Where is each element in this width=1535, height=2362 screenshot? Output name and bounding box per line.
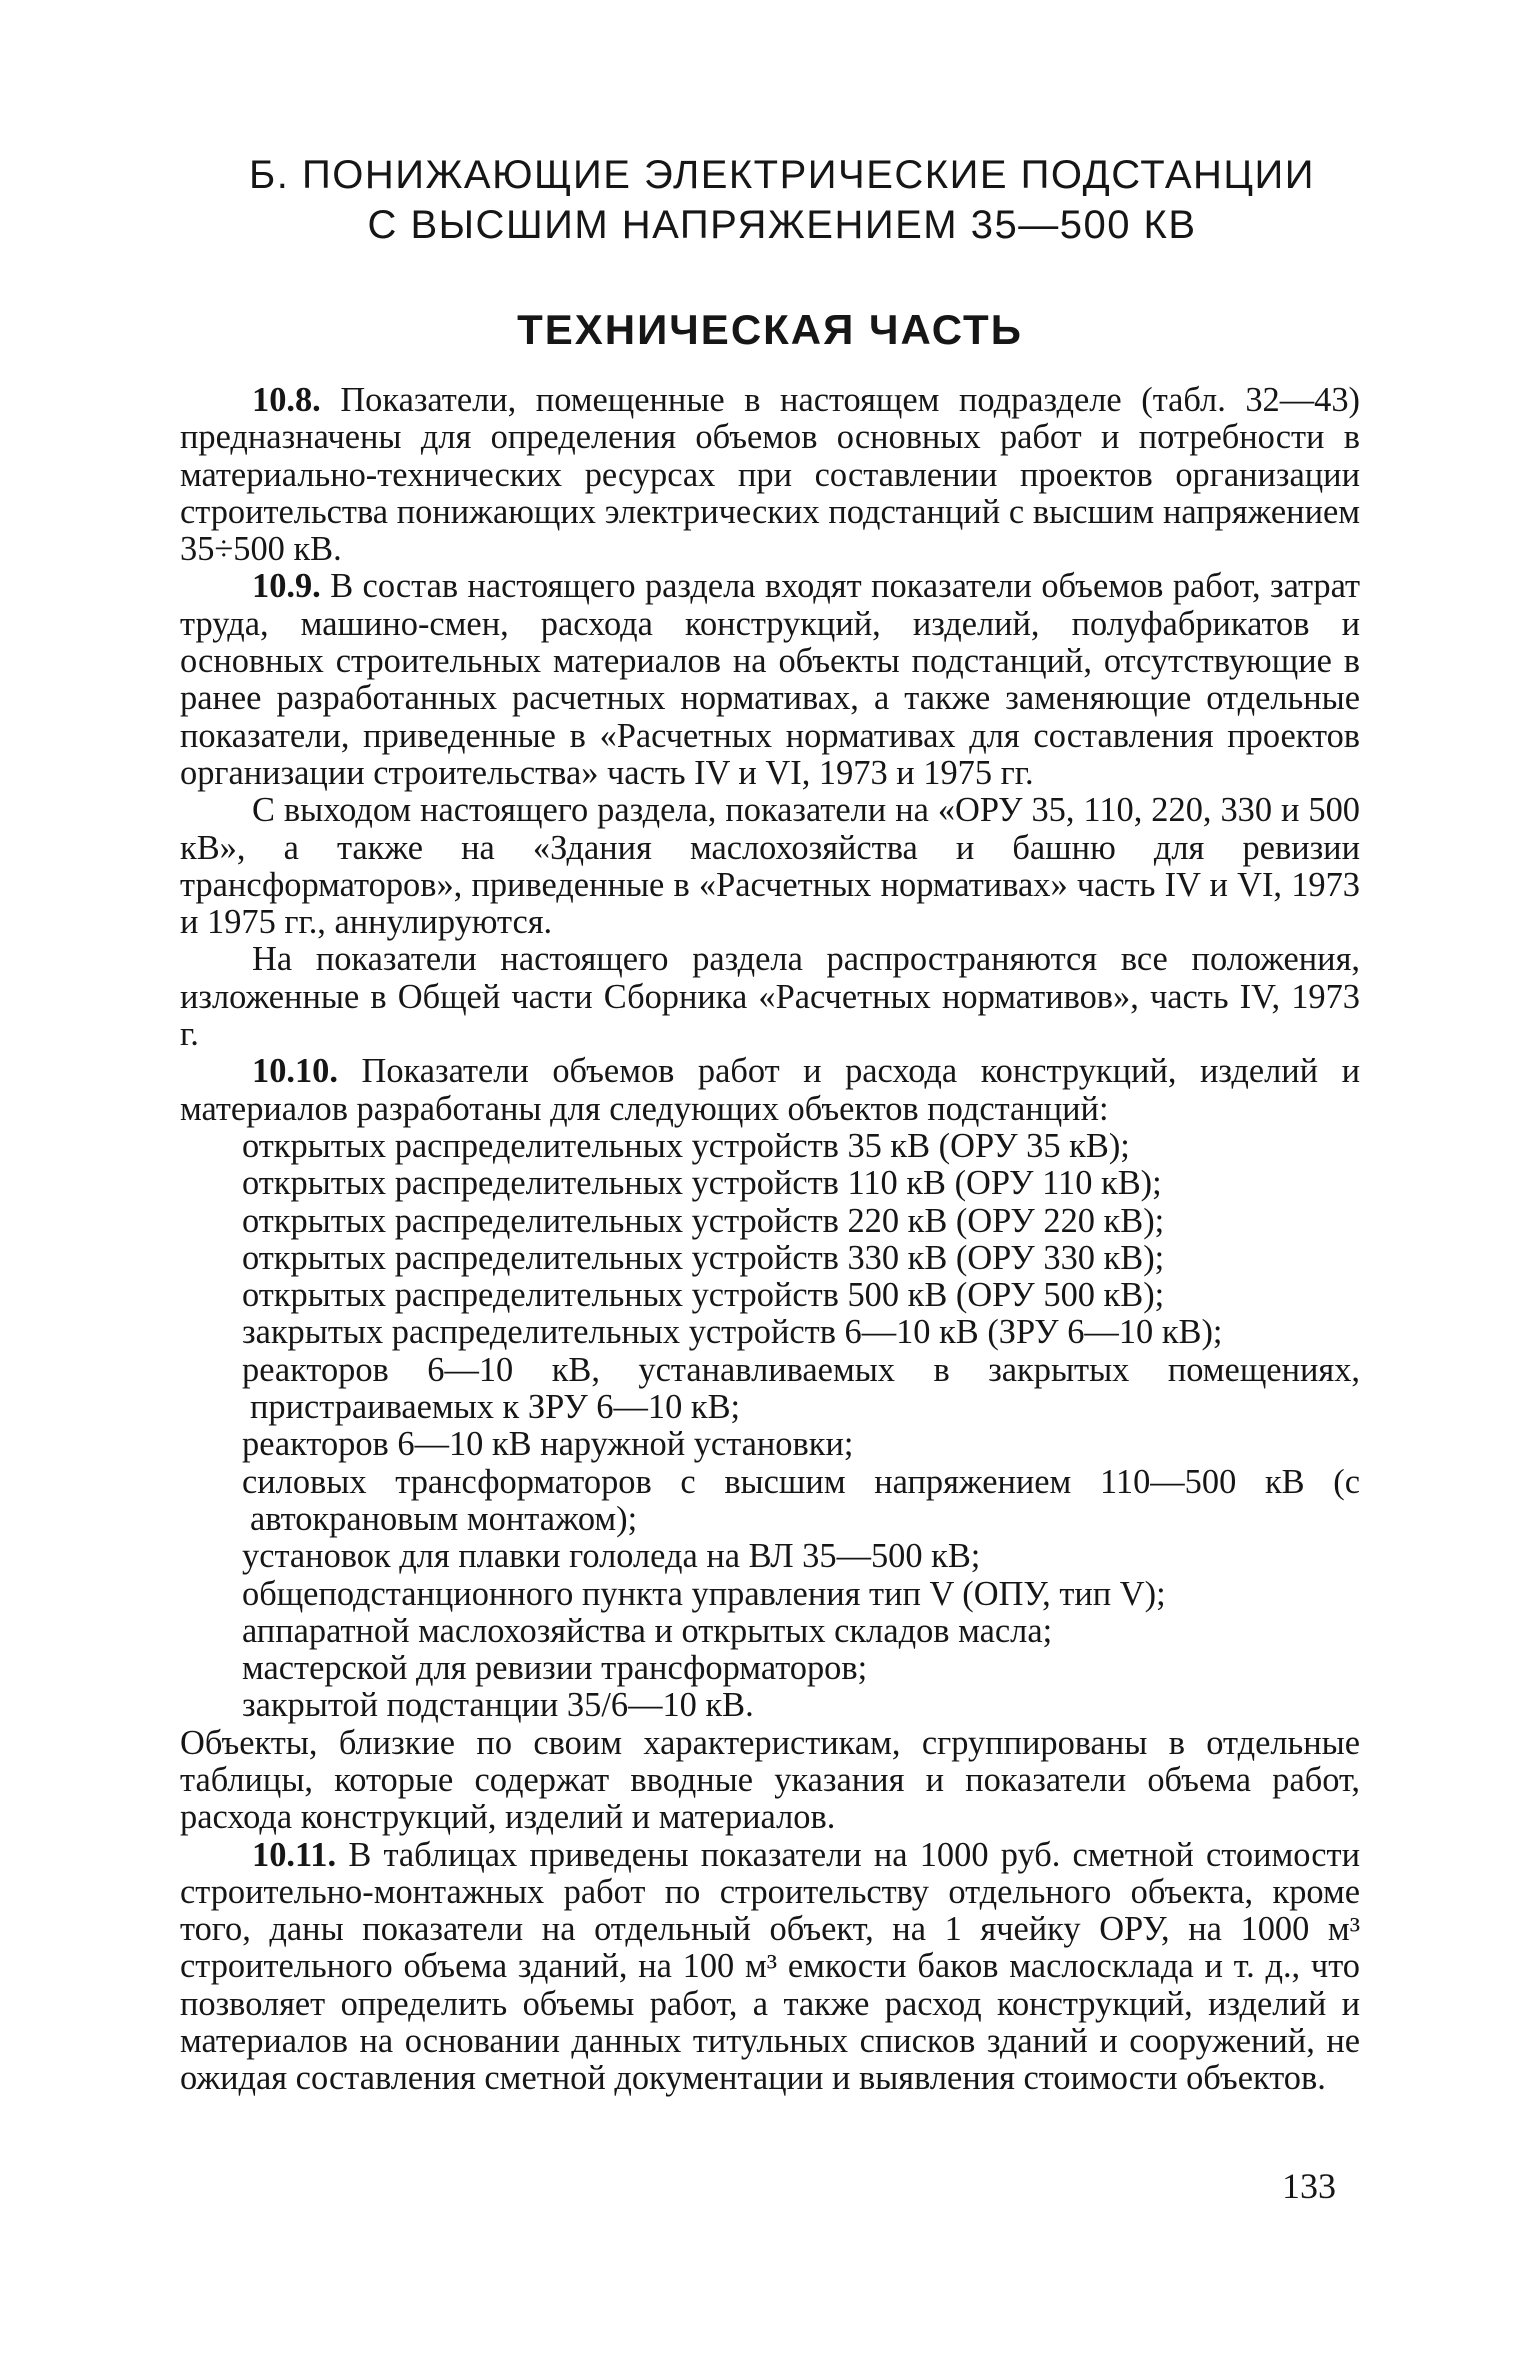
document-page — [180, 150, 1360, 2098]
paragraph-10-9 — [180, 568, 1360, 792]
paragraph-number: 10.8. — [252, 381, 321, 419]
paragraph-number: 10.10. — [252, 1052, 338, 1091]
list-item: закрытой подстанции 35/6—10 кВ. — [242, 1686, 754, 1725]
list-item: аппаратной маслохозяйства и открытых складов масла; — [242, 1611, 1053, 1650]
list-item: открытых распределительных устройств 500 кВ (ОРУ 500 кВ); — [242, 1276, 1165, 1315]
section-title-line-1: Б. ПОНИЖАЮЩИЕ ЭЛЕКТРИЧЕСКИЕ ПОДСТАНЦИИ — [248, 153, 1316, 197]
list-item: открытых распределительных устройств 330 кВ (ОРУ 330 кВ); — [242, 1238, 1165, 1277]
section-title — [204, 150, 1360, 250]
objects-list — [242, 1128, 1360, 1725]
paragraph-text: В таблицах приведены показатели на 1000 руб. сметной стоимости строительно-монтажных работ по строительству отдельного объекта, кроме того, даны показатели на отдельный объект, на 1 ячейку ОРУ, на 1000 м³ строительного объема зданий, на 100 м³ емкости баков маслосклада и т. д., что позволяет определить объемы работ, а также расход конструкций, изделий и материалов на основании данных титульных списков зданий и сооружений, не ожидая составления сметной документации и выявления стоимости объектов. — [180, 1835, 1360, 2098]
list-item: закрытых распределительных устройств 6—10 кВ (ЗРУ 6—10 кВ); — [242, 1313, 1223, 1352]
paragraph-text: Показатели, помещенные в настоящем подразделе (табл. 32—43) предназначены для определения объемов основных работ и потребности в материально-технических ресурсах при составлении проектов организации строительства понижающих электрических подстанций с высшим напряжением 35÷500 кВ. — [180, 381, 1360, 569]
paragraph-10-8 — [180, 382, 1360, 568]
list-item: открытых распределительных устройств 220 кВ (ОРУ 220 кВ); — [242, 1201, 1165, 1240]
page-number: 133 — [1282, 2166, 1336, 2206]
part-title: ТЕХНИЧЕСКАЯ ЧАСТЬ — [517, 306, 1023, 353]
section-title-line-2: С ВЫСШИМ НАПРЯЖЕНИЕМ 35—500 КВ — [367, 203, 1197, 247]
paragraph-10-10 — [180, 1053, 1360, 1128]
list-item: силовых трансформаторов с высшим напряжением 110—500 кВ (с автокрановым монтажом); — [242, 1462, 1360, 1538]
paragraph-general-provisions: На показатели настоящего раздела распространяются все положения, изложенные в Общей части Сборника «Расчетных нормативов», часть IV, 1973 г. — [180, 940, 1360, 1054]
paragraph-text: В состав настоящего раздела входят показатели объемов работ, затрат труда, машино-смен, расхода конструкций, изделий, полуфабрикатов и основных строительных материалов на объекты подстанций, отсутствующие в ранее разработанных расчетных нормативах, а также заменяющие отдельные показатели, приведенные в «Расчетных нормативах для составления проектов организации строительства» часть IV и VI, 1973 и 1975 гг. — [180, 567, 1360, 792]
body-text — [180, 382, 1360, 2098]
list-item: открытых распределительных устройств 35 кВ (ОРУ 35 кВ); — [242, 1126, 1130, 1165]
paragraph-text: Показатели объемов работ и расхода конструкций, изделий и материалов разработаны для следующих объектов подстанций: — [180, 1052, 1360, 1128]
paragraph-10-11 — [180, 1837, 1360, 2098]
list-item: общеподстанционного пункта управления тип V (ОПУ, тип V); — [242, 1574, 1166, 1613]
paragraph-annulment: С выходом настоящего раздела, показатели на «ОРУ 35, 110, 220, 330 и 500 кВ», а также на «Здания маслохозяйства и башню для ревизии трансформаторов», приведенные в «Расчетных нормативах» часть IV и VI, 1973 и 1975 гг., аннулируются. — [180, 791, 1360, 942]
list-item: открытых распределительных устройств 110 кВ (ОРУ 110 кВ); — [242, 1164, 1162, 1203]
list-item: мастерской для ревизии трансформаторов; — [242, 1649, 868, 1688]
list-item: реакторов 6—10 кВ, устанавливаемых в закрытых помещениях, пристраиваемых к ЗРУ 6—10 кВ; — [242, 1350, 1360, 1427]
list-item: реакторов 6—10 кВ наружной установки; — [242, 1425, 854, 1464]
paragraph-number: 10.9. — [252, 567, 321, 606]
list-item: установок для плавки гололеда на ВЛ 35—500 кВ; — [242, 1537, 981, 1576]
paragraph-grouped-objects: Объекты, близкие по своим характеристикам, сгруппированы в отдельные таблицы, которые содержат вводные указания и показатели объема работ, расхода конструкций, изделий и материалов. — [180, 1723, 1360, 1837]
paragraph-number: 10.11. — [252, 1835, 337, 1874]
